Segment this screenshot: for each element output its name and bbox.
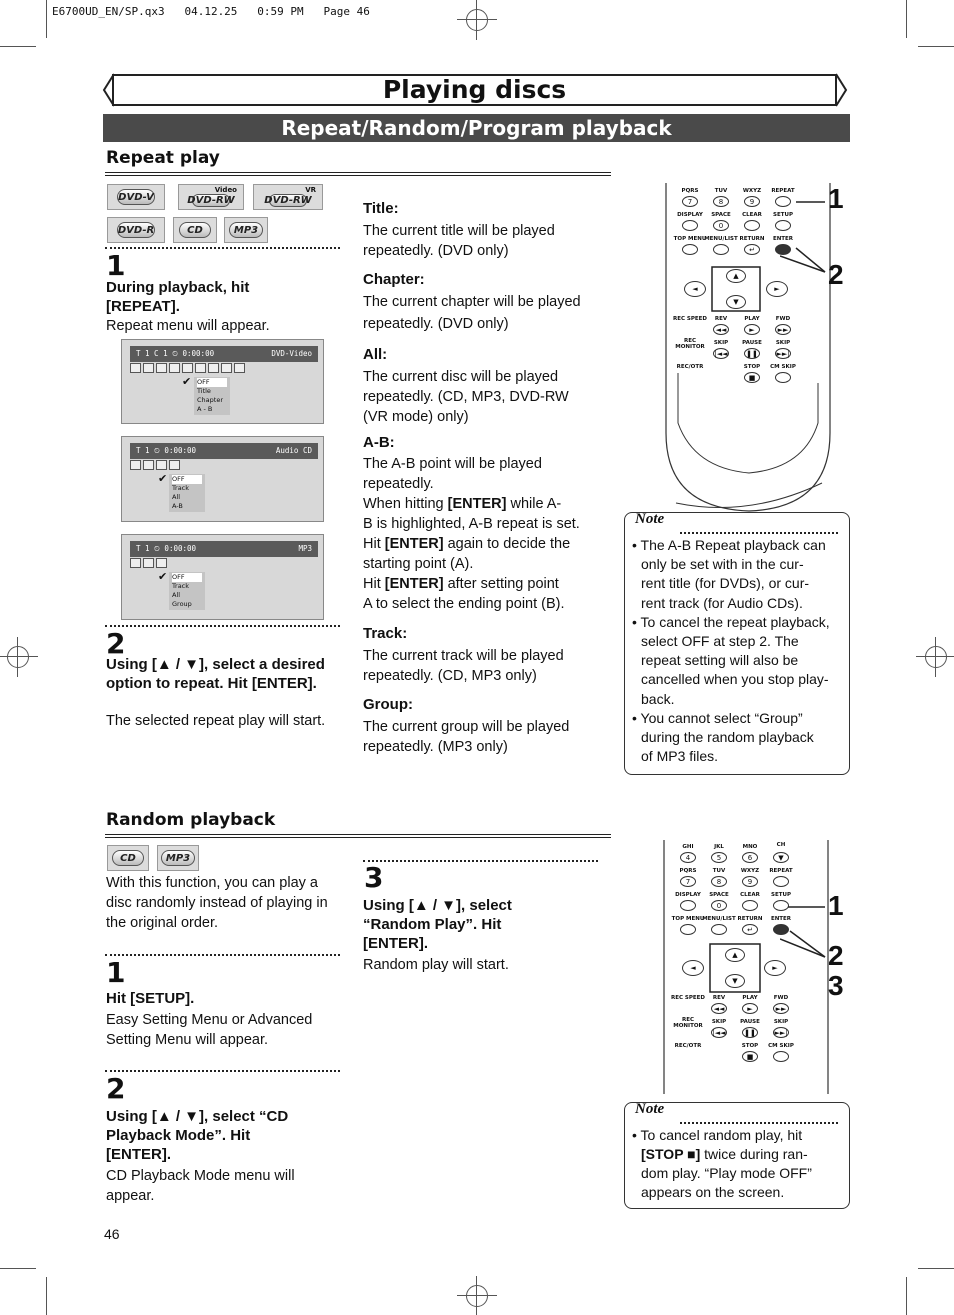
repeat-note-line: • The A-B Repeat playback can [632,537,826,553]
pause-button[interactable]: ❚❚ [744,348,760,359]
osd-icon-row [130,460,180,471]
button-8[interactable]: 8 [713,196,729,207]
callout-1: 1 [828,183,844,214]
button-9[interactable]: 9 [742,876,758,887]
ab-line: B is highlighted, A-B repeat is set. [363,516,580,532]
down-arrow-button[interactable]: ▼ [726,295,746,309]
random-step1-number: 1 [106,956,126,989]
option-ab-label: A-B: [363,434,395,451]
stop-button[interactable]: ■ [742,1051,758,1062]
menu-option[interactable]: Track [172,484,190,492]
callout-1: 1 [828,890,844,921]
page-number: 46 [104,1226,120,1242]
random-step2-instruction: Using [▲ / ▼], select “CD [106,1108,289,1125]
right-arrow-button[interactable]: ► [764,960,786,976]
random-step1-result: Easy Setting Menu or Advanced [106,1012,313,1028]
random-step3-number: 3 [364,861,384,894]
repeat-note-line: repeat setting will also be [641,652,799,669]
right-arrow-button[interactable]: ► [766,281,788,297]
button-7[interactable]: 7 [682,196,698,207]
random-step2-instruction: Playback Mode”. Hit [106,1127,251,1144]
registration-mark-right [916,637,954,677]
registration-mark-left [0,637,38,677]
banner-right-cap-icon [834,72,848,108]
repeat-step1-result: Repeat menu will appear. [106,318,270,334]
callout-lines [780,190,830,280]
note-title: Note [635,511,665,527]
option-chapter-text: The current chapter will be played repeatedly. (DVD only) [363,294,581,332]
top-menu-button[interactable] [682,244,698,255]
option-track-label: Track: [363,625,408,642]
skip-back-button[interactable]: |◄◄ [714,349,728,358]
callout-lines [780,895,830,975]
repeat-step2-result: The selected repeat play will start. [106,713,326,729]
pause-button[interactable]: ❚❚ [742,1027,758,1038]
menu-option[interactable]: A-B [172,502,183,510]
ab-line: When hitting [ENTER] while A- [363,496,562,512]
top-menu-button[interactable] [680,924,696,935]
menu-option[interactable]: A - B [197,405,213,413]
badge-dvd-rw-video: Video DVD-RW [178,184,244,210]
left-arrow-button[interactable]: ◄ [684,281,706,297]
button-0[interactable]: 0 [713,220,729,231]
random-heading: Random playback [106,810,276,830]
option-group-label: Group: [363,696,413,713]
repeat-note-line: • You cannot select “Group” [632,709,803,726]
skip-forward-button[interactable]: ►►| [774,1028,788,1037]
osd-icon-row [130,558,167,569]
note-divider [680,1122,838,1124]
badge-mp3: MP3 [224,217,268,243]
check-icon: ✔ [182,375,192,388]
badge-cd: CD [107,845,149,871]
button-9[interactable]: 9 [744,196,760,207]
up-arrow-button[interactable]: ▲ [725,948,745,962]
random-step1-result: Setting Menu will appear. [106,1032,269,1048]
ab-line: A to select the ending point (B). [363,596,565,612]
badge-mp3: MP3 [157,845,199,871]
repeat-note-line: rent track (for Audio CDs). [641,594,803,611]
option-ab-text: The A-B point will be played repeatedly. [363,456,542,492]
button-0[interactable]: 0 [711,900,727,911]
option-track-text: The current track will be played repeatedly. (CD, MP3 only) [363,648,564,684]
clear-button[interactable] [742,900,758,911]
rev-button[interactable]: ◄◄ [713,324,729,335]
menu-option[interactable]: All [172,591,181,599]
repeat-heading: Repeat play [106,148,220,168]
banner-left-cap-icon [102,72,116,108]
return-button[interactable]: ↵ [744,244,760,255]
check-icon: ✔ [158,472,168,485]
channel-down-button[interactable]: ▼ [773,852,789,863]
section-title: Repeat/Random/Program playback [103,114,850,142]
menu-option[interactable]: Title [197,387,211,395]
remote-2-buttons: GHI JKL MNO CH 4 5 6 ▼ PQRS TUV WXYZ REPEAT 7 8 9 DISPLAY SPACE CLEAR SETUP 0 TOP MENU MENU/LIST RETURN ENTER ↵ ▲ ▼ ◄ ► REC SPEED REV PLAY FWD ◄◄ ► ►► REC MONITOR SKIP PAUSE SKIP |◄◄ ❚❚ ►►| REC/OTR STOP CM SKIP ■ [670,842,794,1061]
repeat-note-line: back. [641,690,675,707]
clear-button[interactable] [744,220,760,231]
osd-screen-dvd: T 1 C 1 ⏲ 0:00:00 DVD-Video ✔ OFF Title Chapter A - B [121,339,324,424]
menu-option[interactable]: OFF [172,573,202,582]
divider [105,954,340,956]
option-group-text: The current group will be played repeatedly. (MP3 only) [363,719,570,755]
menu-list-button[interactable] [711,924,727,935]
button-4[interactable]: 4 [680,852,696,863]
stop-button[interactable]: ■ [744,372,760,383]
osd-icon-row [130,363,245,374]
badge-dvd-rw-vr: VR DVD-RW [253,184,323,210]
callout-3: 3 [828,970,844,1001]
menu-option[interactable]: Group [172,600,192,608]
note-divider [680,532,838,534]
button-8[interactable]: 8 [711,876,727,887]
divider [105,625,340,627]
page-title: Playing discs [112,74,837,106]
osd-screen-cd: T 1 ⏲ 0:00:00 Audio CD ✔ OFF Track All A-B [121,436,324,522]
osd-screen-mp3: T 1 ⏲ 0:00:00 MP3 ✔ OFF Track All Group [121,534,324,620]
random-heading-rule [105,834,611,838]
divider [363,860,598,862]
repeat-note-line: rent title (for DVDs), or cur- [641,575,810,592]
skip-forward-button[interactable]: ►►| [776,349,790,358]
registration-mark-bottom [457,1276,497,1315]
display-button[interactable] [682,220,698,231]
button-5[interactable]: 5 [711,852,727,863]
display-button[interactable] [680,900,696,911]
repeat-note-line: of MP3 files. [641,748,719,765]
repeat-step2-instruction: Using [▲ / ▼], select a desired option to repeat. Hit [ENTER]. [106,656,325,692]
callout-2: 2 [828,940,844,971]
badge-dvd-r: DVD-R [107,217,165,243]
option-title-text: The current title will be played repeatedly. (DVD only) [363,223,555,259]
ab-line: starting point (A). [363,556,474,572]
repeat-note-line: cancelled when you stop play- [641,671,829,688]
note-title: Note [635,1101,665,1117]
menu-option[interactable]: All [172,493,181,501]
cm-skip-button[interactable] [775,372,791,383]
random-step2-result: CD Playback Mode menu will [106,1168,295,1184]
divider [105,247,340,249]
random-note-line: appears on the screen. [641,1184,785,1200]
menu-list-button[interactable] [713,244,729,255]
repeat-note-line: • To cancel the repeat playback, [632,613,830,630]
ab-line: Hit [ENTER] again to decide the [363,536,571,552]
play-button[interactable]: ► [742,1003,758,1014]
random-step3-instruction: Using [▲ / ▼], select [363,897,512,914]
repeat-note-line: only be set with in the cur- [641,556,804,573]
random-intro-line: With this function, you can play a [106,875,318,891]
fwd-button[interactable]: ►► [775,324,791,335]
option-all-label: All: [363,346,388,363]
button-7[interactable]: 7 [680,876,696,887]
left-arrow-button[interactable]: ◄ [682,960,704,976]
cm-skip-button[interactable] [773,1051,789,1062]
rev-button[interactable]: ◄◄ [711,1003,727,1014]
random-intro-line: the original order. [106,915,219,931]
random-step3-result: Random play will start. [363,957,509,973]
skip-back-button[interactable]: |◄◄ [712,1028,726,1037]
random-step1-instruction: Hit [SETUP]. [106,990,195,1007]
button-6[interactable]: 6 [742,852,758,863]
repeat-note-line: select OFF at step 2. The [641,633,799,649]
remote-1-buttons: PQRS TUV WXYZ REPEAT 7 8 9 DISPLAY SPACE CLEAR SETUP 0 TOP MENU MENU/LIST RETURN ENTER ↵ ▲ ▼ ◄ ► REC SPEED REV PLAY FWD ◄◄ ► ►► REC MONITOR SKIP PAUSE SKIP |◄◄ ❚❚ ►►| REC/OTR STOP CM SKIP ■ [672,188,796,382]
random-step3-instruction: [ENTER]. [363,935,428,952]
random-note-line: • To cancel random play, hit [632,1127,803,1143]
random-step2-number: 2 [106,1072,126,1105]
menu-option[interactable]: Chapter [197,396,223,404]
repeat-button[interactable] [773,876,789,887]
option-chapter-label: Chapter: [363,271,425,288]
registration-mark-top [457,0,497,40]
fwd-button[interactable]: ►► [773,1003,789,1014]
callout-2: 2 [828,259,844,290]
random-note-line: [STOP ■] twice during ran- [641,1146,808,1162]
random-step2-instruction: [ENTER]. [106,1146,171,1163]
badge-dvd-v: DVD-V [107,184,165,210]
option-title-label: Title: [363,200,399,217]
repeat-step2-number: 2 [106,627,126,660]
repeat-step1-number: 1 [106,249,126,282]
check-icon: ✔ [158,570,168,583]
menu-option[interactable]: OFF [197,378,227,387]
option-all-text: The current disc will be played repeatedly. (CD, MP3, DVD-RW (VR mode) only) [363,369,569,425]
menu-option[interactable]: OFF [172,475,202,484]
print-header: E6700UD_EN/SP.qx3 04.12.25 0:59 PM Page 46 [52,5,370,18]
menu-option[interactable]: Track [172,582,190,590]
repeat-note-line: during the random playback [641,729,814,745]
play-button[interactable]: ► [744,324,760,335]
random-intro-line: disc randomly instead of playing in [106,895,328,911]
repeat-heading-rule [105,172,611,176]
up-arrow-button[interactable]: ▲ [726,269,746,283]
divider [105,1070,340,1072]
badge-cd: CD [173,217,217,243]
down-arrow-button[interactable]: ▼ [725,974,745,988]
random-note-line: dom play. “Play mode OFF” [641,1165,812,1181]
random-step3-instruction: “Random Play”. Hit [363,916,502,933]
repeat-step1-instruction: During playback, hit [REPEAT]. [106,279,250,315]
random-step2-result: appear. [106,1188,155,1204]
ab-line: Hit [ENTER] after setting point [363,576,559,592]
return-button[interactable]: ↵ [742,924,758,935]
